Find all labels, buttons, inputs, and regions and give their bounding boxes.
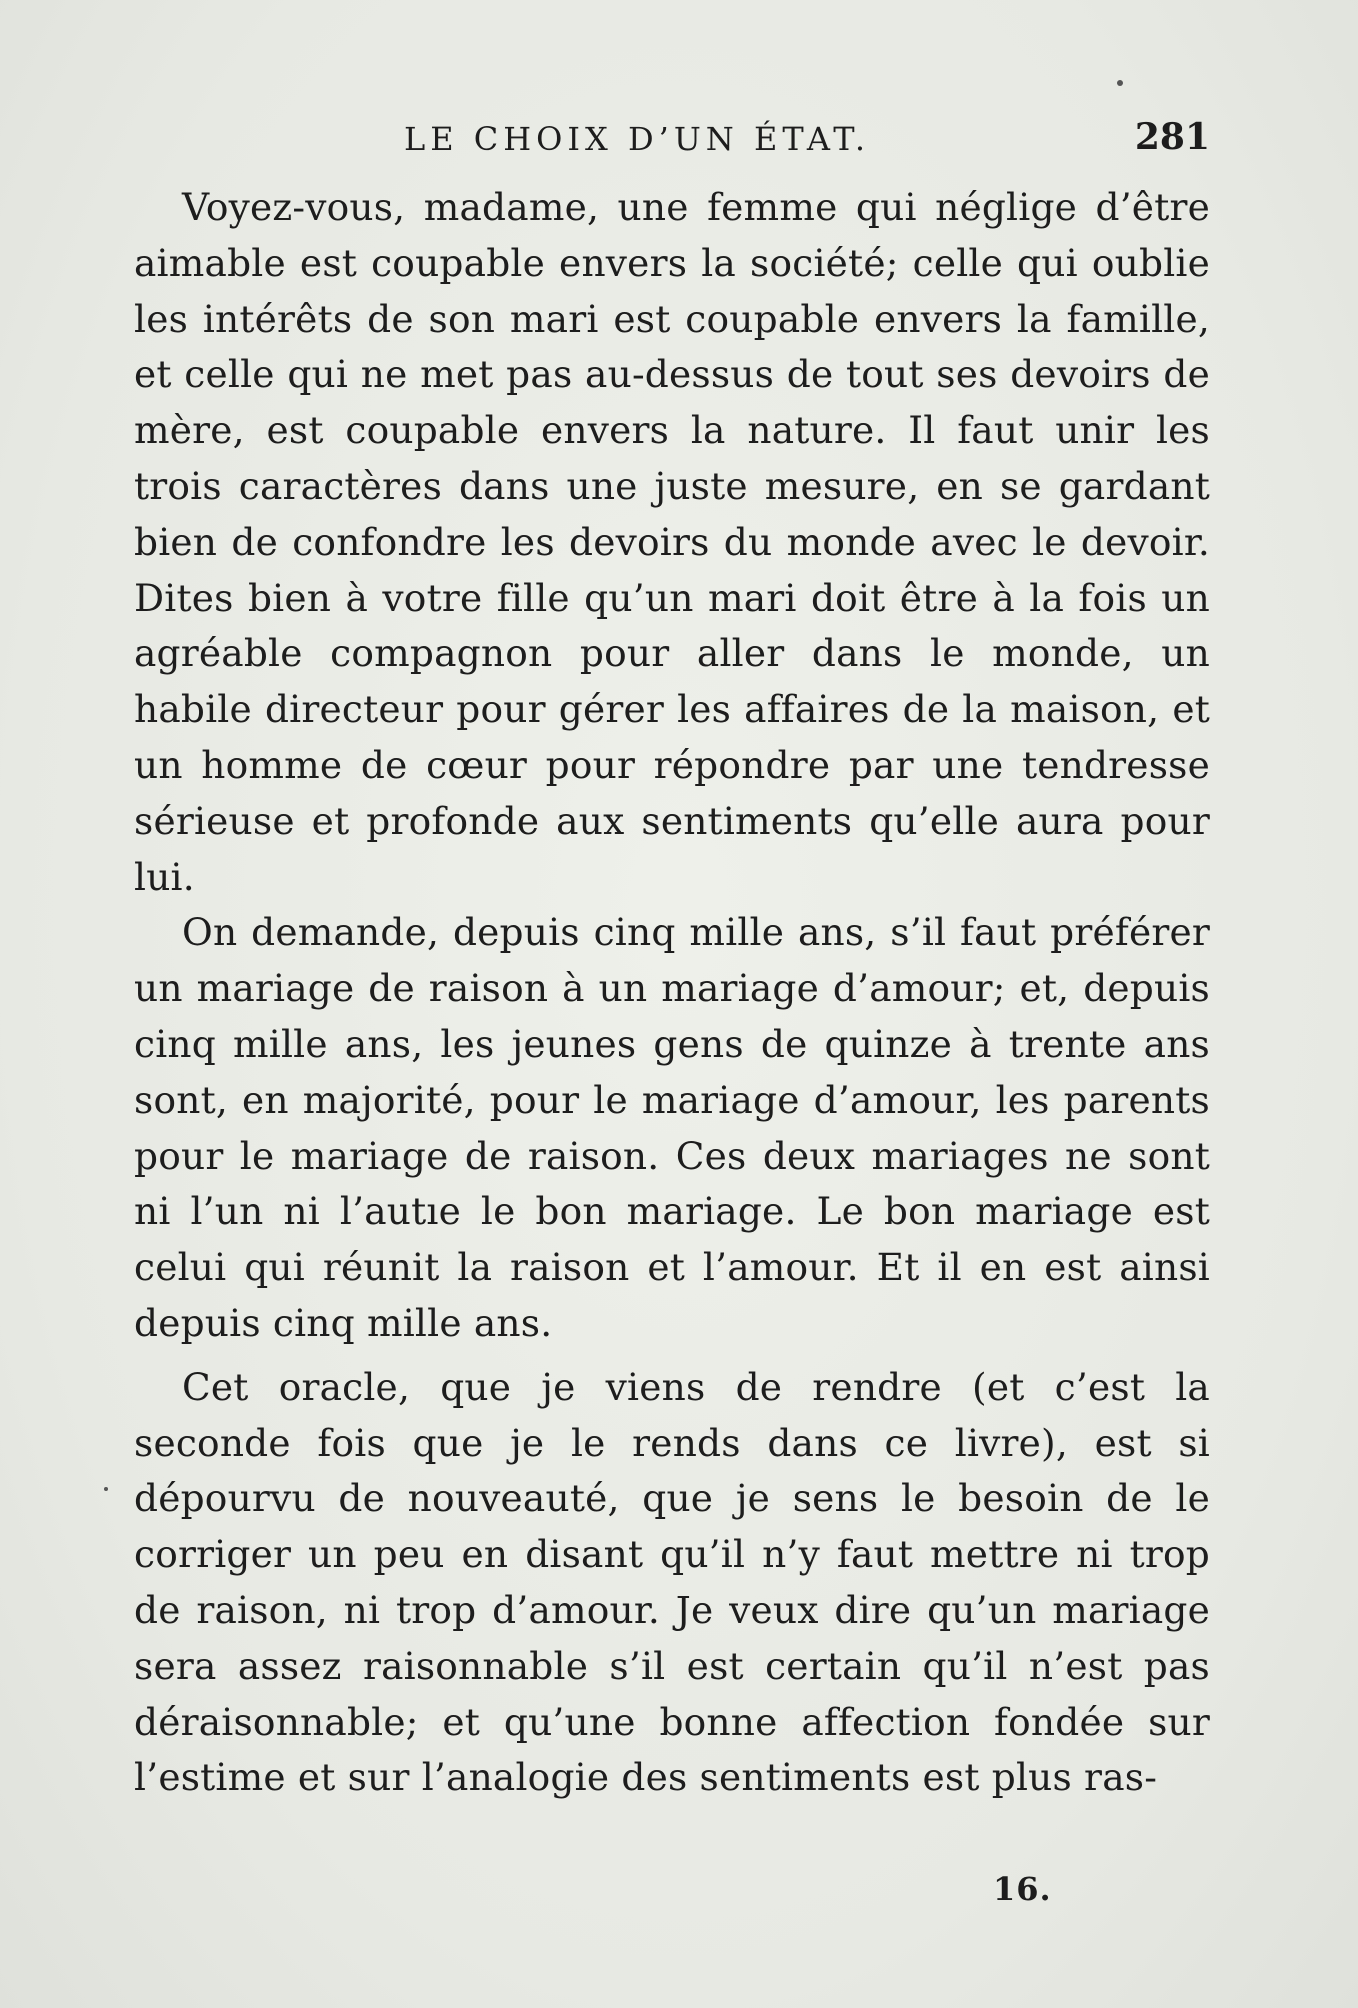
paper-speck [1117,80,1123,86]
body-text [134,180,1210,1806]
signature-mark: 16. [993,1870,1052,1908]
page-header [134,112,1210,162]
paragraph: Cet oracle, que je viens de rendre (et c’est la seconde fois que je le rends dans ce livre), est si dépourvu de nouveauté, que je sens le besoin de le corriger un peu en disant qu’il n’y faut mettre ni trop de raison, ni trop d’amour. Je veux dire qu’un mariage sera assez raisonnable s’il est certain qu’il n’est pas déraisonnable; et qu’une bonne affection fondée sur l’estime et sur l’analogie des sentiments est plus ras- [134,1364,1210,1800]
paper-speck [104,1487,108,1491]
page-number: 281 [1134,116,1210,158]
paragraph: Voyez-vous, madame, une femme qui néglige d’être aimable est coupable envers la société; celle qui oublie les intérêts de son mari est coupable envers la famille, et celle qui ne met pas au-dessus de tout ses devoirs de mère, est coupable envers la nature. Il faut unir les trois caractères dans une juste mesure, en se gardant bien de confondre les devoirs du monde avec le devoir. Dites bien à votre fille qu’un mari doit être à la fois un agréable compagnon pour aller dans le monde, un habile directeur pour gérer les affaires de la maison, et un homme de cœur pour répondre par une tendresse sérieuse et profonde aux sentiments qu’elle aura pour lui. [134,185,1210,899]
running-title: LE CHOIX D’UN ÉTAT. [404,120,871,158]
paragraph: On demande, depuis cinq mille ans, s’il faut préférer un mariage de raison à un mariage d’amour; et, depuis cinq mille ans, les jeunes gens de quinze à trente ans sont, en majorité, pour le mariage d’amour, les parents pour le mariage de raison. Ces deux mariages ne sont ni l’un ni l’autıe le bon mariage. Le bon mariage est celui qui réunit la raison et l’amour. Et il en est ainsi depuis cinq mille ans. [134,910,1210,1345]
